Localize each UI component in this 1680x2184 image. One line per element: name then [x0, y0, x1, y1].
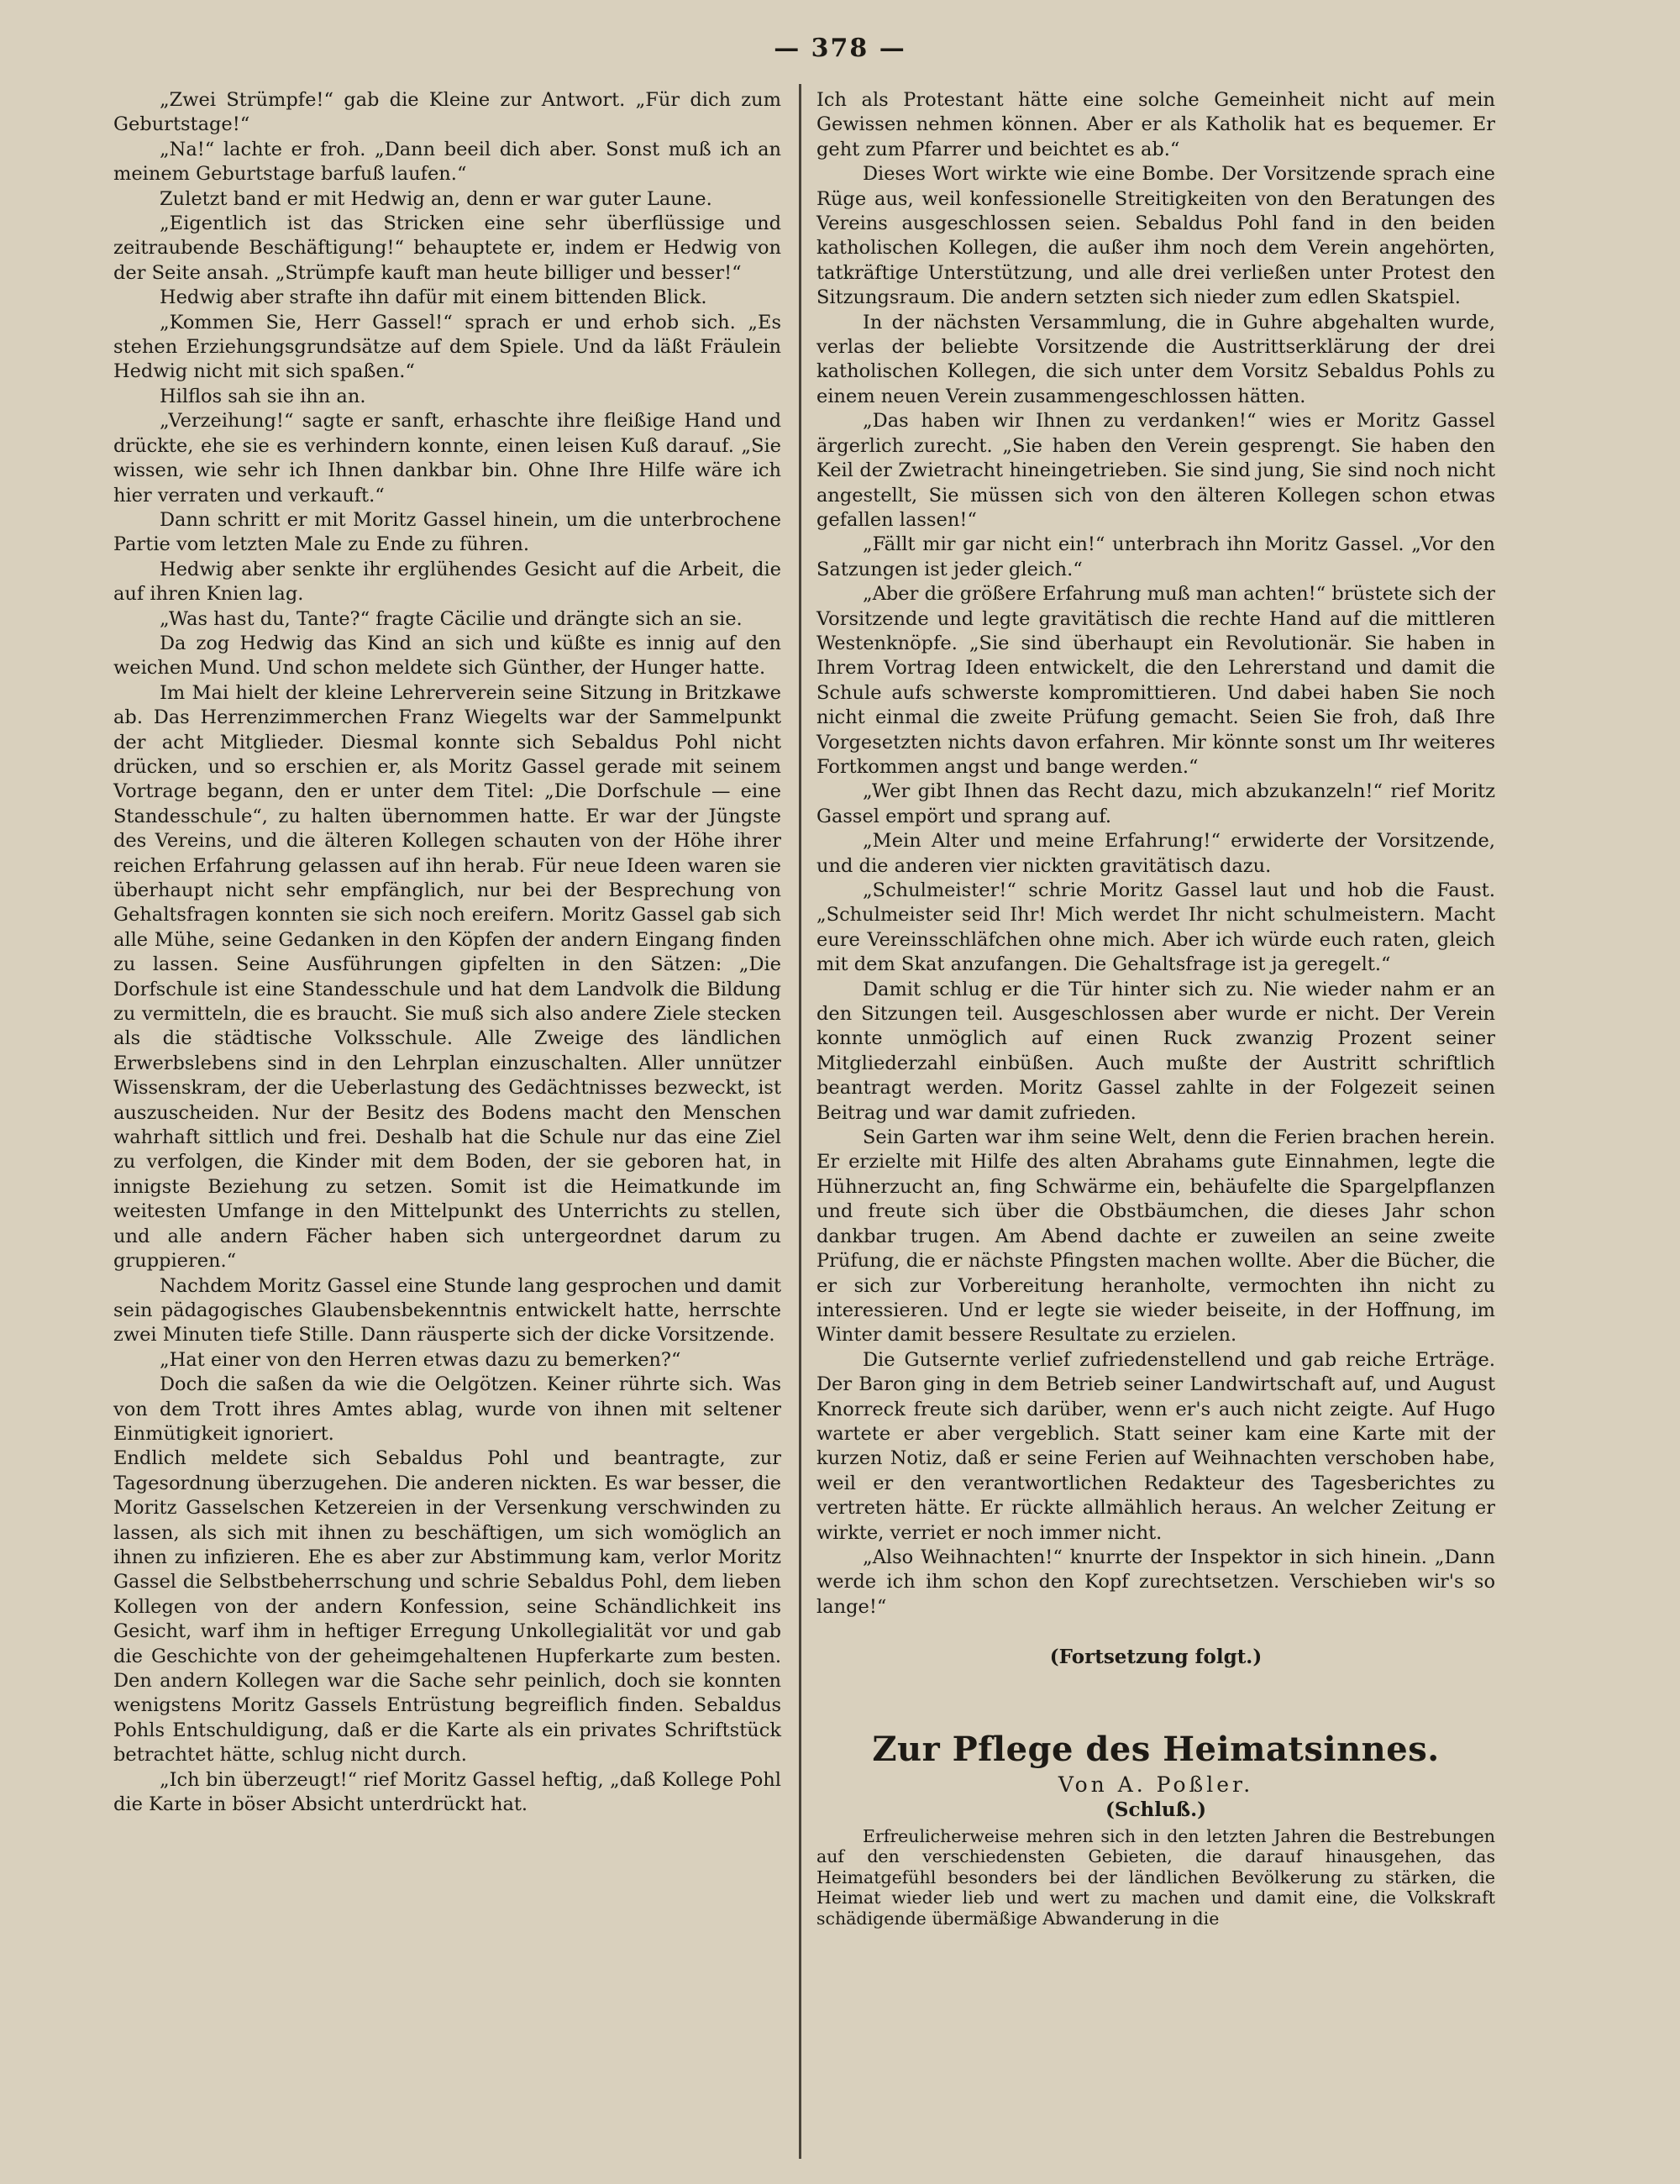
paragraph: Im Mai hielt der kleine Lehrerverein seine Sitzung in Britzkawe ab. Das Herrenzimmerchen Franz Wiegelts war der Sammelpunkt der acht Mitglieder. Diesmal konnte sich Sebaldus Pohl nicht drücken, und so erschien er, als Moritz Gassel gerade mit seinem Vortrage begann, den er unter dem Titel: „Die Dorfschule — eine Standesschule“, zu halten übernommen hatte. Er war der Jüngste des Vereins, und die älteren Kollegen schauten von der Höhe ihrer reichen Erfahrung gelassen auf ihn herab. Für neue Ideen waren sie überhaupt nicht sehr empfänglich, nur bei der Besprechung von Gehaltsfragen konnten sie sich noch ereifern. Moritz Gassel gab sich alle Mühe, seine Gedanken in den Köpfen der andern Eingang finden zu lassen. Seine Ausführungen gipfelten in den Sätzen: „Die Dorfschule ist eine Standesschule und hat dem Landvolk die Bildung zu vermitteln, die es braucht. Sie muß sich also andere Ziele stecken als die städtische Volksschule. Alle Zweige des ländlichen Erwerbslebens sind in den Lehrplan einzuschalten. Aller unnützer Wissenskram, der die Ueberlastung des Gedächtnisses bezweckt, ist auszuscheiden. Nur der Besitz des Bodens macht den Menschen wahrhaft sittlich und frei. Deshalb hat die Schule nur das eine Ziel zu verfolgen, die Kinder mit dem Boden, der sie geboren hat, in innigste Beziehung zu setzen. Somit ist die Heimatkunde im weitesten Umfange in den Mittelpunkt des Unterrichts zu stellen, und alle andern Fächer haben sich untergeordnet darum zu gruppieren.“ — [113, 681, 781, 1273]
paragraph: „Also Weihnachten!“ knurrte der Inspektor in sich hinein. „Dann werde ich ihm schon den Kopf zurechtsetzen. Verschieben wir's so lange!“ — [816, 1546, 1495, 1618]
paragraph: „Wer gibt Ihnen das Recht dazu, mich abzukanzeln!“ rief Moritz Gassel empört und sprang auf. — [816, 780, 1495, 827]
paragraph: „Aber die größere Erfahrung muß man achten!“ brüstete sich der Vorsitzende und legte gravitätisch die rechte Hand auf die mittleren Westenknöpfe. „Sie sind überhaupt ein Revolutionär. Sie haben in Ihrem Vortrag Ideen entwickelt, die den Lehrerstand und damit die Schule aufs schwerste kompromittieren. Und dabei haben Sie noch nicht einmal die zweite Prüfung gemacht. Seien Sie froh, daß Ihre Vorgesetzten nichts davon erfahren. Mir könnte sonst um Ihr weiteres Fortkommen angst und bange werden.“ — [816, 583, 1495, 778]
paragraph: „Ich bin überzeugt!“ rief Moritz Gassel heftig, „daß Kollege Pohl die Karte in böser Absicht unterdrückt hat. — [113, 1768, 781, 1816]
paragraph: Hedwig aber strafte ihn dafür mit einem bittenden Blick. — [160, 286, 707, 309]
paragraph: Damit schlug er die Tür hinter sich zu. Nie wieder nahm er an den Sitzungen teil. Ausgeschlossen aber wurde er nicht. Der Verein konnte unmöglich auf einen Ruck zwanzig Prozent seiner Mitgliederzahl einbüßen. Auch mußte der Austritt schriftlich beantragt werden. Moritz Gassel zahlte in der Folgezeit seinen Beitrag und war damit zufrieden. — [816, 978, 1495, 1124]
page-number: — 378 — — [774, 34, 906, 63]
article-title: Zur Pflege des Heimatsinnes. — [872, 1729, 1440, 1769]
paragraph: Hilflos sah sie ihn an. — [160, 385, 366, 407]
paragraph: Hedwig aber senkte ihr erglühendes Gesicht auf die Arbeit, die auf ihren Knien lag. — [113, 558, 781, 606]
right-column-story — [816, 88, 1495, 1620]
paragraph: „Na!“ lachte er froh. „Dann beeil dich aber. Sonst muß ich an meinem Geburtstage barfuß laufen.“ — [113, 138, 781, 186]
paragraph: „Schulmeister!“ schrie Moritz Gassel laut und hob die Faust. „Schulmeister seid Ihr! Mich werdet Ihr nicht schulmeistern. Macht eure Vereinsschläfchen ohne mich. Aber ich würde euch raten, gleich mit dem Skat anzufangen. Die Gehaltsfrage ist ja geregelt.“ — [816, 879, 1495, 976]
paragraph: „Zwei Strümpfe!“ gab die Kleine zur Antwort. „Für dich zum Geburtstage!“ — [113, 89, 781, 136]
continued-note: (Fortsetzung folgt.) — [1049, 1646, 1263, 1669]
article-body — [816, 1826, 1495, 1929]
paragraph: „Fällt mir gar nicht ein!“ unterbrach ihn Moritz Gassel. „Vor den Satzungen ist jeder gleich.“ — [816, 533, 1495, 580]
right-column — [816, 88, 1495, 1929]
paragraph: „Eigentlich ist das Stricken eine sehr überflüssige und zeitraubende Beschäftigung!“ behauptete er, indem er Hedwig von der Seite ansah. „Strümpfe kauft man heute billiger und besser!“ — [113, 213, 781, 284]
paragraph: Ich als Protestant hätte eine solche Gemeinheit nicht auf mein Gewissen nehmen können. Aber er als Katholik hat es bequemer. Er geht zum Pfarrer und beichtet es ab.“ — [816, 89, 1495, 160]
left-column — [113, 88, 781, 1817]
paragraph: Die Gutsernte verlief zufriedenstellend und gab reiche Erträge. Der Baron ging in dem Betrieb seiner Landwirtschaft auf, und August Knorreck freute sich darüber, wenn er's auch nicht zeigte. Auf Hugo wartete er aber vergeblich. Statt seiner kam eine Karte mit der kurzen Notiz, daß er seine Ferien auf Weihnachten verschoben habe, weil er den verantwortlichen Redakteur des Tagesberichtes zu vertreten hätte. Er rückte allmählich heraus. An welcher Zeitung er wirkte, verriet er noch immer nicht. — [816, 1348, 1495, 1544]
paragraph: Dann schritt er mit Moritz Gassel hinein, um die unterbrochene Partie vom letzten Male zu Ende zu führen. — [113, 508, 781, 556]
paragraph: „Das haben wir Ihnen zu verdanken!“ wies er Moritz Gassel ärgerlich zurecht. „Sie haben den Verein gesprengt. Sie haben den Keil der Zwietracht hineingetrieben. Sie sind jung, Sie sind noch nicht angestellt, Sie müssen sich von den älteren Kollegen schon etwas gefallen lassen!“ — [816, 410, 1495, 531]
paragraph: „Verzeihung!“ sagte er sanft, erhaschte ihre fleißige Hand und drückte, ehe sie es verhindern konnte, einen leisen Kuß darauf. „Sie wissen, wie sehr ich Ihnen dankbar bin. Ohne Ihre Hilfe wäre ich hier verraten und verkauft.“ — [113, 410, 781, 507]
paragraph: Da zog Hedwig das Kind an sich und küßte es innig auf den weichen Mund. Und schon meldete sich Günther, der Hunger hatte. — [113, 632, 781, 680]
paragraph: „Kommen Sie, Herr Gassel!“ sprach er und erhob sich. „Es stehen Erziehungsgrundsätze auf dem Spiele. Und da läßt Fräulein Hedwig nicht mit sich spaßen.“ — [113, 311, 781, 383]
column-divider — [799, 84, 801, 2159]
article-author: Von A. Poßler. — [1058, 1772, 1254, 1797]
paragraph: In der nächsten Versammlung, die in Guhre abgehalten wurde, verlas der beliebte Vorsitzende die Austrittserklärung der drei katholischen Kollegen, die sich unter dem Vorsitz Sebaldus Pohls zu einem neuen Verein zusammengeschlossen hätten. — [816, 311, 1495, 407]
paragraph: „Was hast du, Tante?“ fragte Cäcilie und drängte sich an sie. — [160, 607, 743, 630]
paragraph: Endlich meldete sich Sebaldus Pohl und beantragte, zur Tagesordnung überzugehen. Die anderen nickten. Es war besser, die Moritz Gasselschen Ketzereien in der Versenkung verschwinden zu lassen, als sich mit ihnen zu beschäftigen, um sich womöglich an ihnen zu infizieren. Ehe es aber zur Abstimmung kam, verlor Moritz Gassel die Selbstbeherrschung und schrie Sebaldus Pohl, dem lieben Kollegen von der andern Konfession, seine Schändlichkeit ins Gesicht, warf ihm in heftiger Erregung Unkollegialität vor und gab die Geschichte von der geheimgehaltenen Hupferkarte zum besten. Den andern Kollegen war die Sache sehr peinlich, doch sie konnten wenigstens Moritz Gassels Entrüstung begreiflich finden. Sebaldus Pohls Entschuldigung, daß er die Karte als ein privates Schriftstück betrachtet hätte, schlug nicht durch. — [113, 1447, 781, 1767]
paragraph: Dieses Wort wirkte wie eine Bombe. Der Vorsitzende sprach eine Rüge aus, weil konfessionelle Streitigkeiten von den Beratungen des Vereins ausgeschlossen seien. Sebaldus Pohl fand in den beiden katholischen Kollegen, die außer ihm noch dem Verein angehörten, tatkräftige Unterstützung, und alle drei verließen unter Protest den Sitzungsraum. Die andern setzten sich nieder zum edlen Skatspiel. — [816, 163, 1495, 309]
paragraph: Erfreulicherweise mehren sich in den letzten Jahren die Bestrebungen auf den verschiedensten Gebieten, die darauf hinausgehen, das Heimatgefühl besonders bei der ländlichen Bevölkerung zu stärken, die Heimat wieder lieb und wert zu machen und damit eine, die Volkskraft schädigende übermäßige Abwanderung in die — [816, 1825, 1495, 1929]
paragraph: „Mein Alter und meine Erfahrung!“ erwiderte der Vorsitzende, und die anderen vier nickten gravitätisch dazu. — [816, 830, 1495, 877]
paragraph: Sein Garten war ihm seine Welt, denn die Ferien brachen herein. Er erzielte mit Hilfe des alten Abrahams gute Einnahmen, legte die Hühnerzucht an, fing Schwärme ein, behäufelte die Spargelpflanzen und freute sich über die Obstbäumchen, die dieses Jahr schon dankbar trugen. Am Abend dachte er zuweilen an seine zweite Prüfung, die er nächste Pfingsten machen wollte. Aber die Bücher, die er sich zur Vorbereitung heranholte, vermochten ihn nicht zu interessieren. Und er legte sie wieder beiseite, in der Hoffnung, im Winter damit bessere Resultate zu erzielen. — [816, 1126, 1495, 1347]
paragraph: Zuletzt band er mit Hedwig an, denn er war guter Laune. — [160, 187, 712, 210]
paragraph: „Hat einer von den Herren etwas dazu zu bemerken?“ — [160, 1348, 681, 1371]
article-part: (Schluß.) — [1105, 1798, 1207, 1821]
paragraph: Nachdem Moritz Gassel eine Stunde lang gesprochen und damit sein pädagogisches Glaubensbekenntnis entwickelt hatte, herrschte zwei Minuten tiefe Stille. Dann räusperte sich der dicke Vorsitzende. — [113, 1274, 781, 1347]
paragraph: Doch die saßen da wie die Oelgötzen. Keiner rührte sich. Was von dem Trott ihres Amtes ablag, wurde von ihnen mit seltener Einmütigkeit ignoriert. — [113, 1373, 781, 1445]
